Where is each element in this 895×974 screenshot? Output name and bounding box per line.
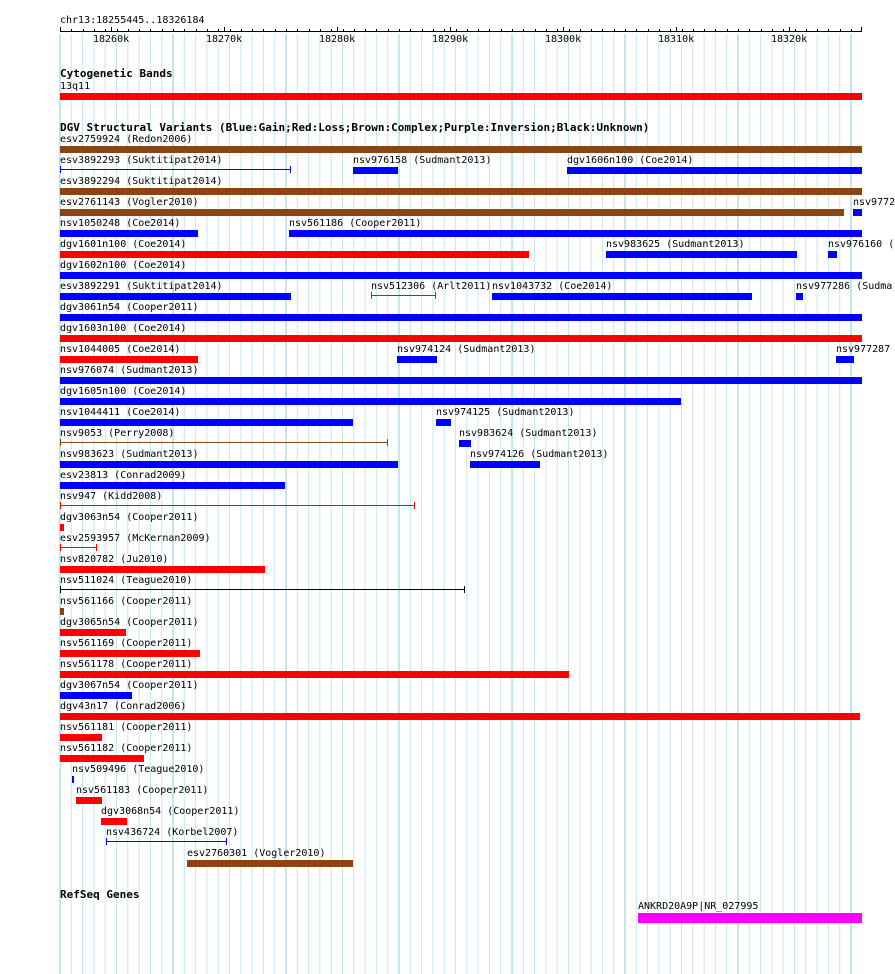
variant-line (60, 547, 96, 548)
variant-feature[interactable] (853, 209, 862, 216)
variant-label: nsv561181 (Cooper2011) (60, 722, 193, 733)
variant-feature[interactable] (60, 608, 64, 615)
variant-line (60, 169, 290, 170)
variant-feature[interactable] (60, 419, 353, 426)
ruler-minor-tick (670, 29, 671, 32)
ruler-axis (60, 31, 862, 32)
ruler-tick-label: 18270k (206, 34, 243, 45)
ruler-minor-tick (388, 29, 389, 32)
ruler-minor-tick (795, 29, 796, 32)
ruler-minor-tick (715, 29, 716, 32)
variant-label: nsv983623 (Sudmant2013) (60, 449, 199, 460)
variant-feature[interactable] (76, 797, 102, 804)
variant-label: nsv512306 (Arlt2011) (371, 281, 492, 292)
variant-feature[interactable] (60, 377, 862, 384)
variant-feature[interactable] (371, 292, 436, 299)
ruler-minor-tick (636, 29, 637, 32)
variant-feature[interactable] (459, 440, 471, 447)
variant-line (106, 841, 226, 842)
ruler-minor-tick (704, 29, 705, 32)
variant-end-tick (106, 838, 107, 845)
variant-end-tick (60, 586, 61, 593)
ruler-minor-tick (286, 29, 287, 32)
variant-feature[interactable] (72, 776, 74, 783)
variant-end-tick (96, 544, 97, 551)
variant-label: esv2761143 (Vogler2010) (60, 197, 199, 208)
variant-feature[interactable] (60, 439, 388, 446)
variant-feature[interactable] (60, 461, 398, 468)
variant-label: nsv947 (Kidd2008) (60, 491, 163, 502)
ruler-minor-tick (83, 29, 84, 32)
ruler-minor-tick (512, 29, 513, 32)
variant-label: nsv977286 (Sudma (796, 281, 893, 292)
variant-label: nsv561182 (Cooper2011) (60, 743, 193, 754)
variant-label: dgv3063n54 (Cooper2011) (60, 512, 199, 523)
variant-label: nsv436724 (Korbel2007) (106, 827, 239, 838)
ruler-minor-tick (71, 29, 72, 32)
ruler-minor-tick (489, 29, 490, 32)
variant-end-tick (414, 502, 415, 509)
cytoband-label: 13q11 (60, 81, 91, 92)
variant-feature[interactable] (60, 566, 265, 573)
variant-label: dgv1606n100 (Coe2014) (567, 155, 694, 166)
variant-feature[interactable] (60, 734, 102, 741)
variant-label: esv3892291 (Suktitipat2014) (60, 281, 223, 292)
gene-feature[interactable] (638, 913, 862, 923)
variant-feature[interactable] (60, 398, 681, 405)
variant-label: nsv9772 (853, 197, 895, 208)
variant-label: nsv974126 (Sudmant2013) (470, 449, 609, 460)
variant-label: esv23813 (Conrad2009) (60, 470, 187, 481)
ruler-tick (111, 27, 112, 32)
ruler-minor-tick (309, 29, 310, 32)
variant-feature[interactable] (60, 188, 862, 195)
variant-feature[interactable] (828, 251, 837, 258)
ruler-minor-tick (840, 29, 841, 32)
ruler-minor-tick (139, 29, 140, 32)
ruler-minor-tick (94, 29, 95, 32)
variant-label: nsv1044411 (Coe2014) (60, 407, 181, 418)
ruler-tick (337, 27, 338, 32)
variant-label: dgv1605n100 (Coe2014) (60, 386, 187, 397)
variant-end-tick (60, 544, 61, 551)
ruler-minor-tick (828, 29, 829, 32)
ruler-end-tick (861, 27, 862, 32)
ruler-minor-tick (331, 29, 332, 32)
variant-feature[interactable] (60, 293, 291, 300)
dgv-track-title: DGV Structural Variants (Blue:Gain;Red:Loss;Brown:Complex;Purple:Inversion;Black:Unknown) (60, 121, 650, 134)
ruler-minor-tick (557, 29, 558, 32)
variant-feature[interactable] (60, 755, 144, 762)
ruler-minor-tick (162, 29, 163, 32)
ruler-minor-tick (761, 29, 762, 32)
ruler-minor-tick (806, 29, 807, 32)
ruler-minor-tick (749, 29, 750, 32)
variant-feature[interactable] (60, 335, 862, 342)
variant-end-tick (60, 439, 61, 446)
variant-feature[interactable] (60, 650, 200, 657)
ruler-minor-tick (727, 29, 728, 32)
ruler-minor-tick (535, 29, 536, 32)
variant-label: nsv1043732 (Coe2014) (492, 281, 613, 292)
variant-feature[interactable] (60, 629, 126, 636)
ruler-minor-tick (591, 29, 592, 32)
coordinate-range: chr13:18255445..18326184 (60, 15, 205, 26)
variant-label: nsv976158 (Sudmant2013) (353, 155, 492, 166)
variant-label: nsv976160 ( (828, 239, 895, 250)
ruler-minor-tick (444, 29, 445, 32)
variant-label: nsv561166 (Cooper2011) (60, 596, 193, 607)
variant-label: nsv974125 (Sudmant2013) (436, 407, 575, 418)
variant-feature[interactable] (60, 482, 285, 489)
cytoband-track-title: Cytogenetic Bands (60, 67, 173, 80)
variant-label: nsv561183 (Cooper2011) (76, 785, 209, 796)
variant-feature[interactable] (187, 860, 353, 867)
ruler-tick (563, 27, 564, 32)
ruler-minor-tick (580, 29, 581, 32)
variant-label: dgv3061n54 (Cooper2011) (60, 302, 199, 313)
variant-label: nsv983625 (Sudmant2013) (606, 239, 745, 250)
ruler-minor-tick (569, 29, 570, 32)
ruler-tick-label: 18310k (658, 34, 695, 45)
variant-feature[interactable] (60, 544, 97, 551)
variant-end-tick (60, 502, 61, 509)
variant-label: nsv976074 (Sudmant2013) (60, 365, 199, 376)
variant-feature[interactable] (60, 356, 198, 363)
variant-label: nsv561169 (Cooper2011) (60, 638, 193, 649)
variant-feature[interactable] (470, 461, 540, 468)
variant-feature[interactable] (397, 356, 437, 363)
ruler-minor-tick (602, 29, 603, 32)
ruler-minor-tick (230, 29, 231, 32)
ruler-tick (450, 27, 451, 32)
variant-label: dgv3065n54 (Cooper2011) (60, 617, 199, 628)
ruler-minor-tick (625, 29, 626, 32)
variant-label: dgv43n17 (Conrad2006) (60, 701, 187, 712)
ruler-minor-tick (376, 29, 377, 32)
ruler-minor-tick (150, 29, 151, 32)
ruler-minor-tick (682, 29, 683, 32)
variant-label: nsv511024 (Teague2010) (60, 575, 193, 586)
variant-feature[interactable] (567, 167, 862, 174)
variant-feature[interactable] (60, 146, 862, 153)
variant-end-tick (60, 166, 61, 173)
variant-end-tick (464, 586, 465, 593)
ruler-minor-tick (354, 29, 355, 32)
ruler-minor-tick (523, 29, 524, 32)
ruler-minor-tick (693, 29, 694, 32)
variant-feature[interactable] (60, 166, 291, 173)
variant-feature[interactable] (60, 502, 415, 509)
ruler-tick (789, 27, 790, 32)
ruler-minor-tick (399, 29, 400, 32)
ruler-minor-tick (196, 29, 197, 32)
ruler-minor-tick (173, 29, 174, 32)
variant-feature[interactable] (289, 230, 862, 237)
gene-label: ANKRD20A9P|NR_027995 (638, 901, 759, 912)
ruler-minor-tick (263, 29, 264, 32)
variant-label: esv2759924 (Redon2006) (60, 134, 193, 145)
variant-label: nsv561186 (Cooper2011) (289, 218, 422, 229)
ruler-minor-tick (105, 29, 106, 32)
ruler-minor-tick (218, 29, 219, 32)
ruler-minor-tick (184, 29, 185, 32)
variant-label: nsv974124 (Sudmant2013) (397, 344, 536, 355)
ruler-minor-tick (252, 29, 253, 32)
variant-feature[interactable] (60, 586, 465, 593)
ruler-minor-tick (410, 29, 411, 32)
variant-label: nsv1044005 (Coe2014) (60, 344, 181, 355)
refseq-track-title: RefSeq Genes (60, 888, 140, 901)
ruler-tick-label: 18280k (319, 34, 356, 45)
ruler-minor-tick (207, 29, 208, 32)
ruler-minor-tick (546, 29, 547, 32)
variant-feature[interactable] (60, 314, 862, 321)
ruler-tick-label: 18260k (93, 34, 130, 45)
variant-end-tick (435, 292, 436, 299)
ruler-tick (224, 27, 225, 32)
variant-end-tick (226, 838, 227, 845)
variant-feature[interactable] (606, 251, 797, 258)
ruler-minor-tick (422, 29, 423, 32)
variant-label: nsv509496 (Teague2010) (72, 764, 205, 775)
variant-label: dgv3067n54 (Cooper2011) (60, 680, 199, 691)
ruler-minor-tick (241, 29, 242, 32)
variant-feature[interactable] (353, 167, 398, 174)
variant-label: nsv983624 (Sudmant2013) (459, 428, 598, 439)
ruler-minor-tick (478, 29, 479, 32)
ruler-minor-tick (456, 29, 457, 32)
variant-feature[interactable] (60, 713, 860, 720)
variant-label: nsv977287 (836, 344, 891, 355)
ruler-tick-label: 18320k (771, 34, 808, 45)
ruler-tick-label: 18290k (432, 34, 469, 45)
variant-label: esv2593957 (McKernan2009) (60, 533, 211, 544)
ruler-minor-tick (433, 29, 434, 32)
ruler-minor-tick (320, 29, 321, 32)
ruler-minor-tick (772, 29, 773, 32)
variant-label: nsv820782 (Ju2010) (60, 554, 169, 565)
ruler-minor-tick (659, 29, 660, 32)
ruler-minor-tick (365, 29, 366, 32)
variant-label: esv3892294 (Suktitipat2014) (60, 176, 223, 187)
cytoband-bar[interactable] (60, 93, 862, 100)
variant-feature[interactable] (436, 419, 451, 426)
variant-label: dgv3068n54 (Cooper2011) (101, 806, 240, 817)
variant-label: dgv1603n100 (Coe2014) (60, 323, 187, 334)
ruler-minor-tick (783, 29, 784, 32)
variant-feature[interactable] (60, 251, 529, 258)
variant-label: nsv561178 (Cooper2011) (60, 659, 193, 670)
ruler-minor-tick (128, 29, 129, 32)
ruler-minor-tick (851, 29, 852, 32)
variant-label: nsv9053 (Perry2008) (60, 428, 175, 439)
ruler-minor-tick (297, 29, 298, 32)
variant-label: esv2760301 (Vogler2010) (187, 848, 326, 859)
variant-end-tick (387, 439, 388, 446)
ruler-minor-tick (738, 29, 739, 32)
variant-feature[interactable] (60, 230, 198, 237)
ruler-minor-tick (343, 29, 344, 32)
variant-feature[interactable] (60, 209, 844, 216)
variant-feature[interactable] (106, 838, 227, 845)
variant-feature[interactable] (101, 818, 127, 825)
ruler-tick (676, 27, 677, 32)
variant-label: esv3892293 (Suktitipat2014) (60, 155, 223, 166)
variant-line (60, 505, 414, 506)
ruler-minor-tick (467, 29, 468, 32)
variant-line (60, 589, 464, 590)
ruler-minor-tick (60, 29, 61, 32)
variant-feature[interactable] (796, 293, 803, 300)
variant-line (371, 295, 435, 296)
ruler-minor-tick (275, 29, 276, 32)
variant-end-tick (290, 166, 291, 173)
variant-feature[interactable] (492, 293, 752, 300)
variant-feature[interactable] (60, 272, 862, 279)
variant-label: dgv1601n100 (Coe2014) (60, 239, 187, 250)
variant-line (60, 442, 387, 443)
variant-feature[interactable] (836, 356, 854, 363)
ruler-minor-tick (501, 29, 502, 32)
variant-feature[interactable] (60, 524, 64, 531)
variant-feature[interactable] (60, 671, 569, 678)
variant-feature[interactable] (60, 692, 132, 699)
variant-end-tick (371, 292, 372, 299)
variant-label: dgv1602n100 (Coe2014) (60, 260, 187, 271)
ruler-minor-tick (614, 29, 615, 32)
ruler-tick-label: 18300k (545, 34, 582, 45)
ruler-minor-tick (117, 29, 118, 32)
variant-label: nsv1050248 (Coe2014) (60, 218, 181, 229)
ruler-minor-tick (648, 29, 649, 32)
ruler-minor-tick (817, 29, 818, 32)
